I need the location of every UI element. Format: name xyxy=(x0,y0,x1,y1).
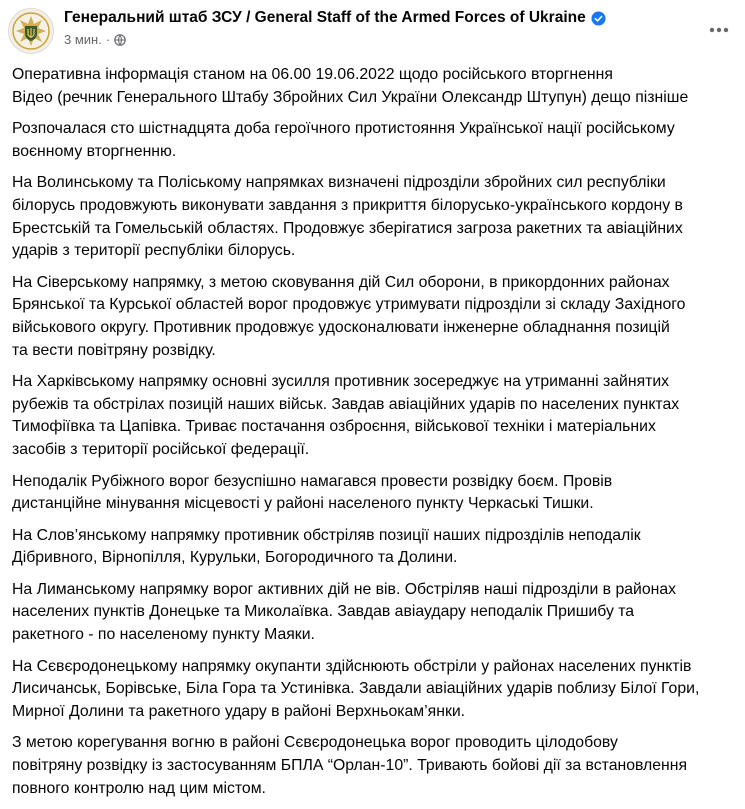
general-staff-emblem-icon xyxy=(11,11,51,51)
post-paragraph: На Волинському та Поліському напрямках визначені підрозділи збройних сил республіки білорусь продовжують виконувати завдання з прикриття білорусько-українського кордону в Брестській та Гомельській областях. Продовжує зберігатися загроза ракетних та авіаційних ударів з території республіки білорусь. xyxy=(12,174,683,260)
post-paragraph: Розпочалася сто шістнадцята доба героїчного протистояння Української нації російському воєнному вторгненню. xyxy=(12,120,675,160)
post-text xyxy=(12,64,737,809)
post-paragraph: Неподалік Рубіжного ворог безуспішно намагався провести розвідку боєм. Провів дистанційне мінування місцевості у районі населеного пункту Черкаські Тишки. xyxy=(12,472,613,513)
post-paragraph: На Харківському напрямку основні зусилля противник зосереджує на утриманні зайнятих рубежів та обстрілах позицій наших військ. Завдав авіаційних ударів по населених пунктах Тимофіївка та Цапівка. Триває постачання озброєння, військової техніки і матеріальних засобів з території російської федерації. xyxy=(12,373,680,458)
verified-badge-icon xyxy=(591,11,606,26)
meta-separator: · xyxy=(105,32,111,47)
avatar[interactable] xyxy=(8,8,54,54)
post-paragraph: На Сіверському напрямку, з метою сковування дій Сил оборони, в прикордонних районах Брянської та Курської областей ворог продовжує утримувати підрозділи зі складу Західного військового округу. Противник продовжує удосконалювати інженерне обладнання позицій та вести повітряну розвідку. xyxy=(12,273,686,359)
more-options-icon xyxy=(709,27,729,33)
author-line xyxy=(64,9,606,27)
post-header xyxy=(0,0,745,60)
post-paragraph: На Лиманському напрямку ворог активних дій не вів. Обстріляв наші підрозділи в районах населених пунктів Донецьке та Миколаївка. Завдав авіаудару неподалік Пришибу та ракетного - по населеному пункту Маяки. xyxy=(12,580,677,644)
author-name[interactable]: Генеральний штаб ЗСУ / General Staff of the Armed Forces of Ukraine xyxy=(64,9,586,26)
post-paragraph: На Слов’янському напрямку противник обстріляв позиції наших підрозділів неподалік Дібривного, Вірнопілля, Курульки, Богородичного та Долини. xyxy=(12,526,641,567)
globe-icon[interactable] xyxy=(114,34,126,46)
post-paragraph: Оперативна інформація станом на 06.00 19.06.2022 щодо російського вторгнення Відео (речник Генерального Штабу Збройних Сил України Олександр Штупун) дещо пізніше xyxy=(12,66,689,106)
post-meta xyxy=(64,32,126,47)
post-paragraph: З метою корегування вогню в районі Сєвєродонецька ворог проводить цілодобову повітряну розвідку із застосуванням БПЛА “Орлан-10”. Тривають бойові дії за встановлення повного контролю над цим містом. xyxy=(12,734,688,797)
post-paragraph: На Сєвєродонецькому напрямку окупанти здійснюють обстріли у районах населених пунктів Лисичанськ, Борівське, Біла Гора та Устинівка. Завдали авіаційних ударів поблизу Білої Гори, Мирної Долини та ракетного удару в районі Верхньокам’янки. xyxy=(12,657,700,720)
post-timestamp[interactable]: 3 мин. xyxy=(64,32,102,47)
more-options-button[interactable] xyxy=(703,14,735,46)
